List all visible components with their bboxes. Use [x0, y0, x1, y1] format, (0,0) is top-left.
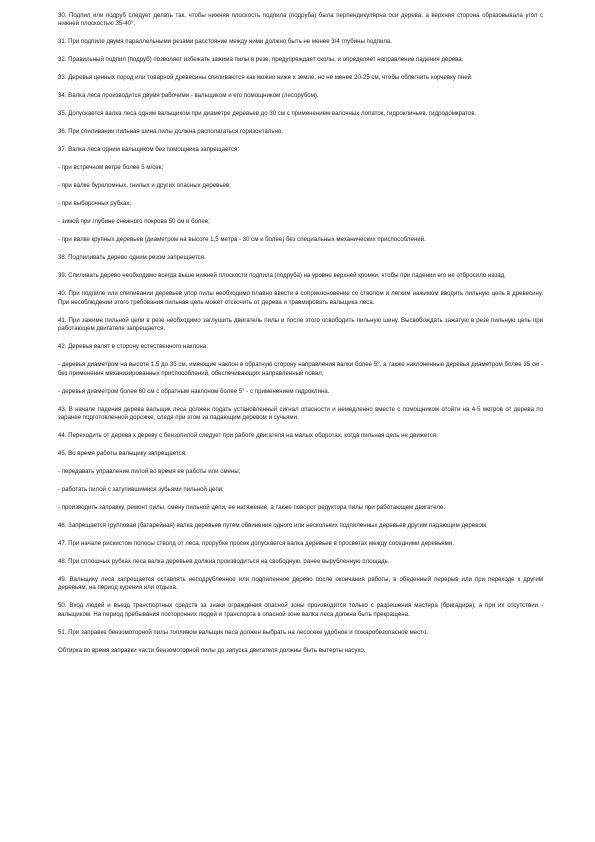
paragraph: 49. Вальщику леса запрещается оставлять неподрубленное или подпиленное дерево после окончания работы, в обеденный перерыв или при переходе к другим деревьям, на период курения или отдыха.	[58, 576, 543, 592]
list-item: - зимой при глубине снежного покрова 50 см и более;	[58, 218, 210, 226]
paragraph: 32. Правильный подпил (подруб) позволяет избежать зажима пилы в резе, предупреждает сколы, и определяет направление падения дерева.	[58, 56, 464, 64]
list-item: - при выборочных рубках;	[58, 200, 132, 208]
list-item: - работать пилой с затупившимися зубьями пильной цепи;	[58, 486, 224, 494]
list-item: - при встречном ветре более 5 м/сек;	[58, 164, 164, 172]
paragraph: 44. Переходить от дерева к дереву с бензопилой следует при работе двигателя на малых оборотах, когда пильная цепь не движется.	[58, 432, 438, 440]
paragraph: 35. Допускается валка леса одним вальщиком при диаметре деревьев до 30 см с применением валочных лопаток, гидроклиньев, гидродомкратов.	[58, 110, 477, 118]
list-item: - производить заправку, ремонт пилы, смену пильной цепи, ее натяжение, а также поворот редуктора пилы при работающем двигателе.	[58, 504, 446, 512]
list-item: - деревья диаметром более 60 см с обратным наклоном более 5° - с применением гидроклина.	[58, 387, 330, 395]
paragraph: 42. Деревья валят в сторону естественного наклона:	[58, 343, 208, 351]
paragraph: 43. В начале падения дерева вальщик леса должен подать установленный сигнал опасности и немедленно вместе с помощником отойти на 4-5 метров от дерева по заранее подготовленной дорожке, следя при этом за падающим деревом и сучьями.	[58, 405, 543, 422]
paragraph: 30. Подпил или подруб следует делать так, чтобы нижняя плоскость подпила (подруба) была перпендикулярна оси дерева, а верхняя сторона образовывала угол с нижней плоскостью 35-40°.	[58, 12, 543, 28]
paragraph: 31. При подпиле двумя параллельными резами расстояние между ними должно быть не менее 3/4 глубины подпила.	[58, 38, 393, 46]
paragraph: 39. Спиливать дерево необходимо всегда выше нижней плоскости подпила (подруба) на уровне верхней кромки, чтобы при падении его не отбросило назад.	[58, 272, 507, 280]
paragraph: 47. При начале рискистом полосы стволд от леса, прорубке просек допускается валка деревьев в просветах между соседними деревьями.	[58, 540, 454, 548]
paragraph: 51. При заправке бензомоторной пилы топливом вальщик леса должен выбрать на лесосеке удобное и пожаробезопасное место.	[58, 628, 429, 636]
paragraph: 50. Вход людей и въезд транспортных средств за знаки ограждения опасной зоны производится только с разрешения мастера (бригадира), а при их отсутствии - вальщиком. На период пребывания посторонних людей и транспорта в опасной зоне валка леса должна быть прекращена.	[58, 602, 543, 618]
list-item: - при валке крупных деревьев (диаметром на высоте 1,5 метра - 30 см и более) без специальных механических приспособлений.	[58, 236, 426, 244]
paragraph: 37. Валка леса одним вальщиком без помощника запрещается:	[58, 146, 240, 154]
paragraph: 33. Деревья ценных пород или товарной древесины спиливаются как можно ниже к земле, но не менее 20-25 см, чтобы облегчить корчевку пней.	[58, 74, 473, 82]
paragraph: 36. При спиливании пильная шина пилы должна располагаться горизонтально.	[58, 128, 284, 136]
paragraph: 38. Подпиливать дерево одним резом запрещается.	[58, 254, 206, 262]
paragraph: 46. Запрещается групповая (батарейная) валка деревьев путем обвинения одного или нескольких подпиленных деревьев другим падающим деревом.	[58, 522, 488, 530]
paragraph: 40. При подпиле или спиливании деревьев упор пилы необходимо плавно ввести в соприкосновение со стволом и легким нажимом вводить пильную цепь в древесину. При несоблюдении этого требования пильная цепь может отскочить от дерева и травмировать вальщика леса.	[58, 290, 543, 306]
paragraph: 48. При сплошных рубках леса валка деревьев должна производиться на свободную, ранее вырубленную площадь.	[58, 558, 390, 566]
paragraph: 34. Валка леса производится двумя рабочими - вальщиком и его помощником (лесорубом).	[58, 92, 319, 100]
list-item: - деревья диаметром на высоте 1,5 до 35 см, имеющие наклон в обратную сторону направления валки более 5°, а также наклоненные деревья диаметром более 35 см - без применения механизированных приспособлений, обеспечивающих направленный повал;	[58, 361, 543, 377]
paragraph: 45. Во время работы вальщику запрещается:	[58, 450, 187, 458]
list-item: - при валке буреломных, гнилых и других опасных деревьев;	[58, 182, 231, 190]
paragraph: 41. При зажиме пильной цепи в резе необходимо заглушить двигатель пилы и после этого освободить пильную шину. Высвобождать зажатую в резе пильную цепь при работающем двигателе запрещается.	[58, 316, 543, 333]
list-item: - передавать управление пилой во время ее работы или смены;	[58, 468, 241, 476]
paragraph: Обтирка во время заправки части бензомоторной пилы до запуска двигателя должны быть вытерты насухо.	[58, 646, 366, 654]
